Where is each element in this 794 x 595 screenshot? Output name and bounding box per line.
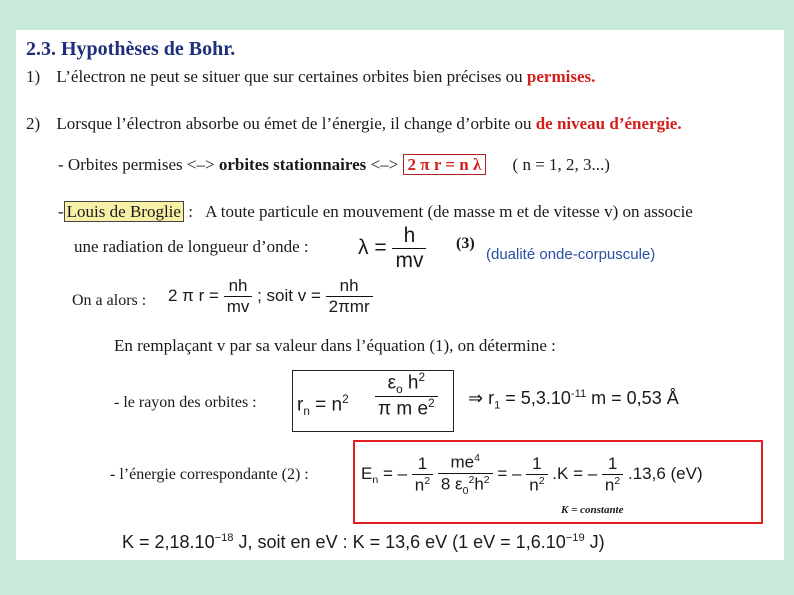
orbits-stationary: orbites stationnaires bbox=[218, 155, 367, 174]
radius-label: - le rayon des orbites : bbox=[114, 394, 257, 411]
hypothesis-1-text: L’électron ne peut se situer que sur certaines orbites bien précises ou bbox=[56, 67, 527, 86]
energy-h: h bbox=[474, 474, 484, 494]
k-value-b-sup: −19 bbox=[565, 532, 585, 544]
radius-r-sub: n bbox=[303, 405, 310, 419]
hypothesis-2 bbox=[26, 114, 682, 134]
equation-label-3: (3) bbox=[456, 235, 475, 252]
broglie-text: A toute particule en mouvement (de masse m et de vitesse v) on associe bbox=[205, 202, 693, 221]
slide-page bbox=[16, 30, 784, 560]
radius-den bbox=[375, 397, 438, 420]
energy-frac-2 bbox=[438, 452, 493, 497]
energy-f4-n: n bbox=[604, 475, 615, 495]
hypothesis-1 bbox=[26, 67, 595, 87]
energy-f4-den bbox=[602, 475, 623, 496]
k-constant-note: K = constante bbox=[561, 504, 624, 516]
broglie-den: mv bbox=[395, 249, 424, 272]
alors-fraction-2 bbox=[326, 276, 373, 317]
alors-num-1: nh bbox=[224, 276, 253, 297]
broglie-fraction bbox=[392, 224, 426, 273]
energy-me: me bbox=[450, 452, 475, 472]
radius-implies: ⇒ r bbox=[468, 388, 495, 408]
hypothesis-1-keyword: permises. bbox=[526, 67, 596, 86]
orbits-line bbox=[58, 155, 610, 175]
hypothesis-2-keyword: de niveau d’énergie. bbox=[535, 114, 682, 133]
orbits-range: ( n = 1, 2, 3...) bbox=[512, 155, 610, 174]
energy-eq2: = – bbox=[497, 463, 522, 483]
radius-lhs bbox=[297, 393, 349, 418]
radius-value-sup: -11 bbox=[570, 388, 587, 400]
radius-num bbox=[375, 371, 438, 397]
energy-f3-den bbox=[526, 475, 547, 496]
k-value-a-sup: −18 bbox=[214, 532, 234, 544]
hypothesis-2-text: Lorsque l’électron absorbe ou émet de l’énergie, il change d’orbite ou bbox=[56, 114, 536, 133]
radius-value: = 5,3.10 bbox=[500, 388, 571, 408]
energy-f4-sup: 2 bbox=[614, 474, 621, 487]
hypothesis-1-number: 1) bbox=[26, 67, 41, 86]
alors-fraction-1 bbox=[224, 276, 253, 317]
alors-num-2: nh bbox=[326, 276, 373, 297]
energy-me-sup: 4 bbox=[474, 452, 480, 464]
duality-note: (dualité onde-corpuscule) bbox=[486, 246, 656, 263]
lambda-symbol: λ = bbox=[358, 236, 387, 260]
energy-f2-num bbox=[438, 452, 493, 474]
radius-value-tail: m = 0,53 Å bbox=[586, 388, 679, 408]
radius-r1-sub: 1 bbox=[494, 399, 501, 412]
energy-eps-sub: 0 bbox=[462, 484, 469, 497]
energy-k-part: .K = – bbox=[552, 463, 598, 483]
energy-e-sub: n bbox=[372, 474, 379, 487]
energy-tail: .13,6 (eV) bbox=[627, 463, 703, 483]
energy-eps: 8 ε bbox=[440, 474, 463, 494]
epsilon-sub: o bbox=[396, 383, 403, 397]
energy-e: E bbox=[361, 463, 373, 483]
energy-f1-n: n bbox=[414, 475, 425, 495]
replace-text: En remplaçant v par sa valeur dans l’équation (1), on détermine : bbox=[114, 336, 556, 355]
radius-eq: = n bbox=[315, 394, 343, 416]
energy-f1-sup: 2 bbox=[424, 474, 431, 487]
k-value-a: K = 2,18.10 bbox=[122, 532, 215, 552]
energy-eps-sup: 2 bbox=[468, 473, 475, 486]
energy-formula bbox=[361, 452, 703, 497]
energy-f2-den bbox=[438, 474, 493, 497]
k-value-line bbox=[122, 532, 605, 553]
epsilon: ε bbox=[387, 372, 397, 394]
alors-label: On a alors : bbox=[72, 292, 147, 309]
broglie-line-2: une radiation de longueur d’onde : bbox=[74, 237, 309, 256]
broglie-num: h bbox=[392, 224, 426, 249]
energy-frac-3 bbox=[526, 454, 547, 496]
radius-eq-sup: 2 bbox=[342, 393, 349, 406]
energy-frac-4 bbox=[602, 454, 623, 496]
k-value-c: J) bbox=[584, 532, 605, 552]
energy-f3-sup: 2 bbox=[538, 474, 545, 487]
energy-formula-box bbox=[353, 440, 763, 524]
alors-den-2: 2πmr bbox=[328, 297, 370, 316]
hypothesis-2-number: 2) bbox=[26, 114, 41, 133]
orbits-arrow: <–> bbox=[366, 155, 403, 174]
orbit-condition-formula: 2 π r = n λ bbox=[403, 154, 487, 175]
energy-f3-n: n bbox=[529, 475, 539, 495]
energy-f1-num: 1 bbox=[412, 454, 433, 475]
alors-mid: ; soit v = bbox=[257, 285, 321, 305]
energy-frac-1 bbox=[412, 454, 433, 496]
alors-den-1: mv bbox=[226, 297, 250, 316]
energy-f1-den bbox=[412, 475, 433, 496]
alors-equation bbox=[168, 276, 373, 317]
orbits-prefix: - Orbites permises <–> bbox=[58, 155, 219, 174]
energy-f4-num: 1 bbox=[602, 454, 623, 475]
section-heading: 2.3. Hypothèses de Bohr. bbox=[26, 38, 236, 60]
energy-eq1: = – bbox=[382, 463, 408, 483]
broglie-name: Louis de Broglie bbox=[64, 201, 184, 222]
energy-f3-num: 1 bbox=[526, 454, 547, 475]
radius-r: r bbox=[297, 394, 304, 416]
radius-h: h bbox=[407, 372, 419, 394]
broglie-colon: : bbox=[188, 202, 193, 221]
radius-den-sup: 2 bbox=[428, 397, 435, 411]
radius-den-text: π m e bbox=[378, 398, 429, 420]
broglie-line bbox=[58, 202, 693, 222]
k-value-b: J, soit en eV : K = 13,6 eV (1 eV = 1,6.10 bbox=[233, 532, 566, 552]
broglie-equation bbox=[358, 224, 426, 273]
alors-lhs: 2 π r = bbox=[168, 285, 219, 305]
radius-fraction bbox=[375, 371, 438, 420]
broglie-dash: - bbox=[58, 202, 64, 221]
radius-formula-box bbox=[292, 370, 454, 432]
radius-result bbox=[468, 388, 679, 412]
energy-label: - l’énergie correspondante (2) : bbox=[110, 466, 309, 483]
energy-h-sup: 2 bbox=[483, 473, 490, 486]
radius-h-sup: 2 bbox=[418, 371, 426, 384]
